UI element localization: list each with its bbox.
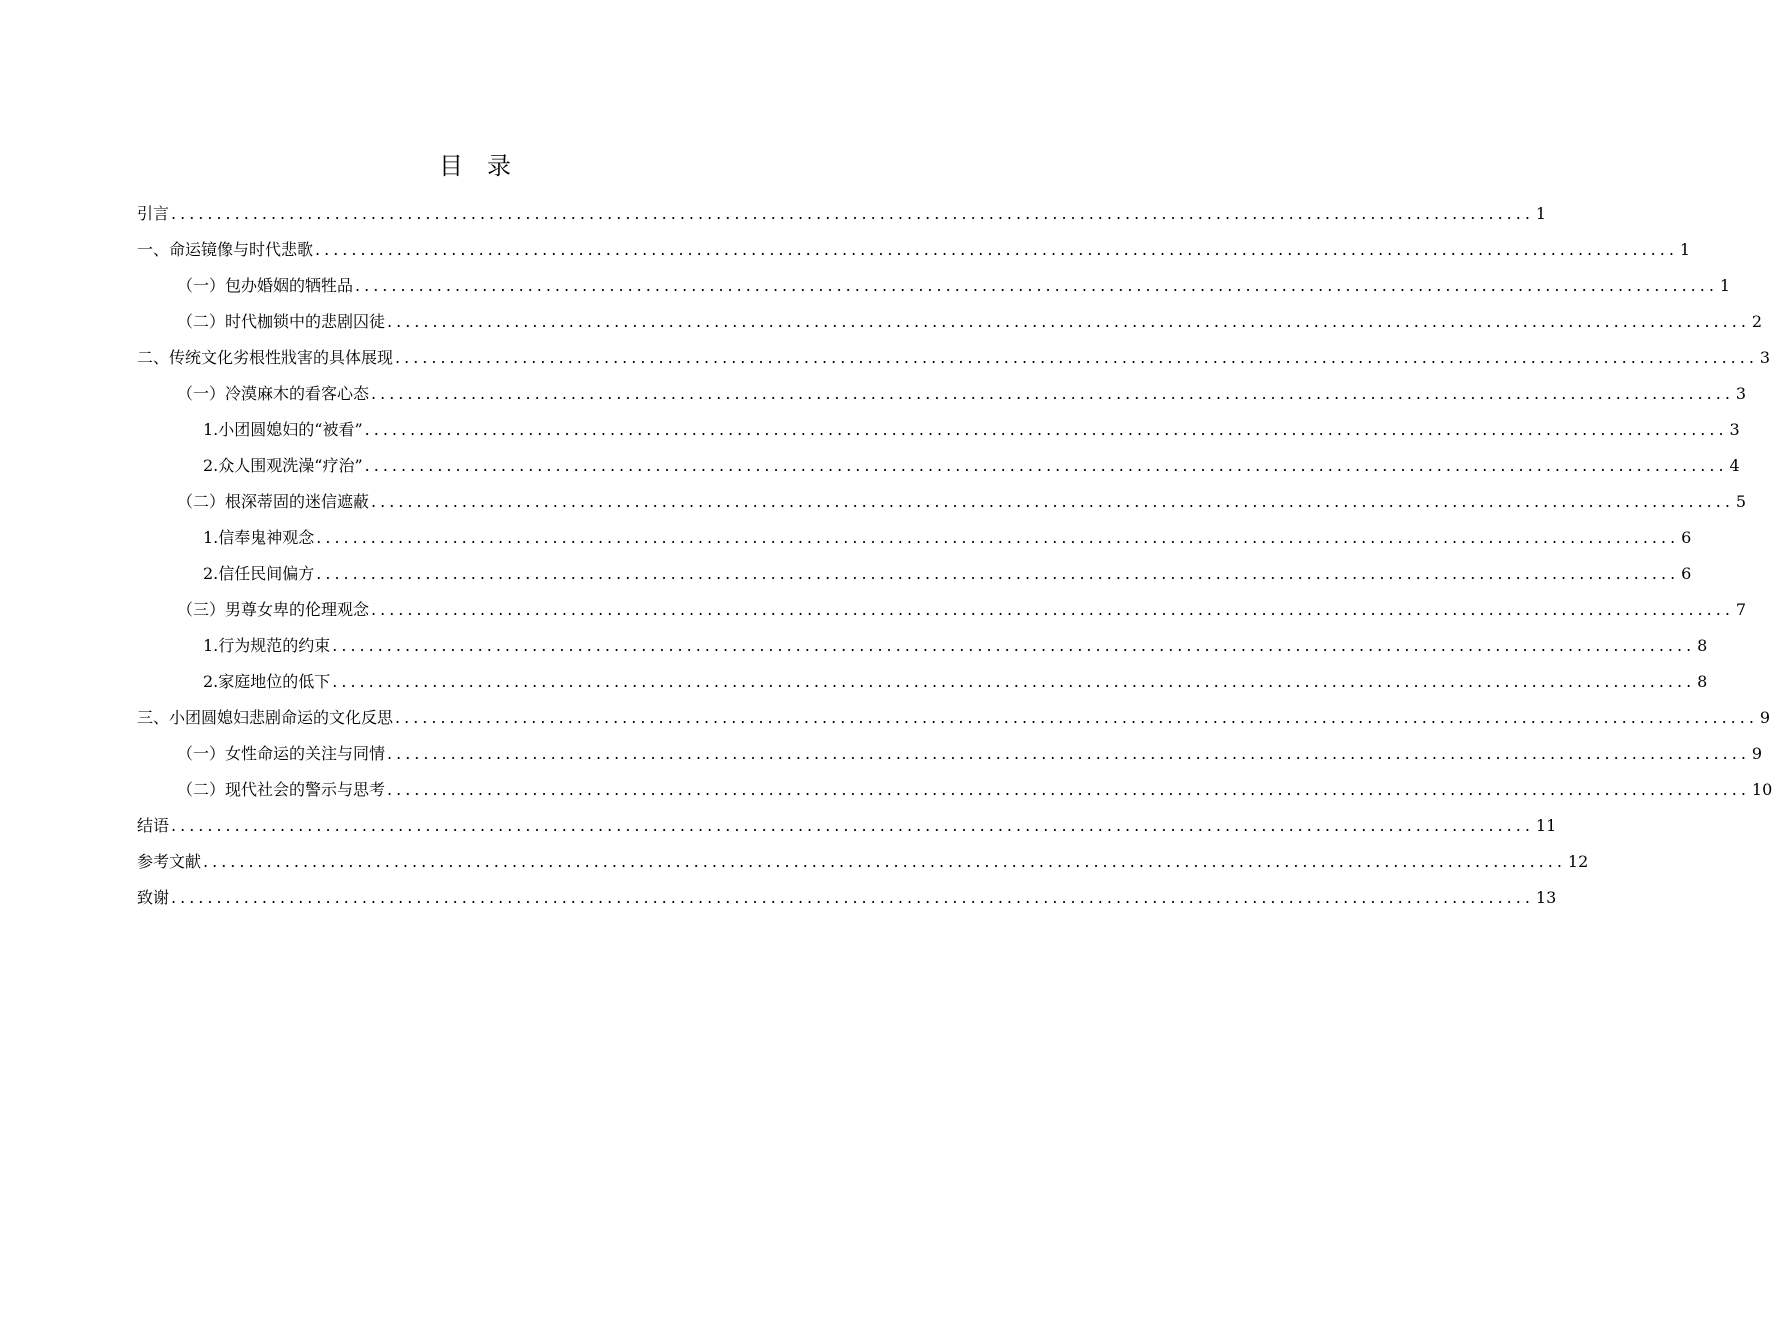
toc-entry-subsection-2-2-1[interactable]: [137, 524, 1692, 560]
toc-page-number: 11: [1535, 816, 1557, 835]
toc-page-number: 5: [1735, 492, 1747, 511]
toc-entry-intro[interactable]: [137, 200, 1547, 236]
toc-entry-references[interactable]: [137, 848, 1589, 884]
toc-page-number: 6: [1681, 564, 1692, 583]
toc-entry-label: 1.信奉鬼神观念: [203, 528, 315, 547]
toc-page-number: 9: [1759, 708, 1771, 727]
toc-entry-subsection-2-3-2[interactable]: [137, 668, 1708, 704]
toc-leader-dots: ......................................................................................................................................................: [316, 564, 1680, 583]
toc-entry-section-2-2[interactable]: [137, 488, 1747, 524]
toc-leader-dots: ......................................................................................................................................................: [171, 888, 1534, 907]
toc-leader-dots: ......................................................................................................................................................: [387, 744, 1750, 763]
toc-entry-label: （一）女性命运的关注与同情: [177, 744, 386, 763]
toc-entry-conclusion[interactable]: [137, 812, 1557, 848]
toc-entry-section-2-3[interactable]: [137, 596, 1747, 632]
toc-page-number: 4: [1729, 456, 1740, 475]
page-title: [0, 146, 950, 181]
toc-entry-label: （二）时代枷锁中的悲剧囚徒: [177, 312, 386, 331]
toc-leader-dots: ......................................................................................................................................................: [371, 600, 1734, 619]
toc-leader-dots: ......................................................................................................................................................: [316, 528, 1680, 547]
toc-entry-label: 结语: [137, 816, 170, 835]
toc-page-number: 3: [1759, 348, 1771, 367]
toc-page-number: 8: [1697, 672, 1708, 691]
toc-page-number: 2: [1751, 312, 1763, 331]
table-of-contents: [137, 200, 1772, 920]
toc-page-number: 10: [1751, 780, 1772, 799]
toc-entry-label: 1.小团圆媳妇的“被看”: [203, 420, 363, 439]
toc-entry-section-2-1[interactable]: [137, 380, 1747, 416]
toc-page-number: 3: [1735, 384, 1747, 403]
toc-entry-section-1-1[interactable]: [137, 272, 1731, 308]
toc-entry-section-3-2[interactable]: [137, 776, 1772, 812]
toc-entry-label: 致谢: [137, 888, 170, 907]
toc-entry-label: 2.家庭地位的低下: [203, 672, 331, 691]
toc-leader-dots: ......................................................................................................................................................: [387, 780, 1750, 799]
toc-leader-dots: ......................................................................................................................................................: [203, 852, 1566, 871]
toc-page-number: 1: [1679, 240, 1691, 259]
toc-entry-chapter-1[interactable]: [137, 236, 1691, 272]
toc-entry-label: （一）冷漠麻木的看客心态: [177, 384, 370, 403]
toc-leader-dots: ......................................................................................................................................................: [332, 672, 1696, 691]
toc-entry-section-3-1[interactable]: [137, 740, 1763, 776]
toc-page-number: 8: [1697, 636, 1708, 655]
toc-leader-dots: ......................................................................................................................................................: [364, 456, 1728, 475]
toc-leader-dots: ......................................................................................................................................................: [171, 204, 1534, 223]
toc-entry-subsection-2-2-2[interactable]: [137, 560, 1692, 596]
toc-entry-acknowledgements[interactable]: [137, 884, 1557, 920]
toc-leader-dots: ......................................................................................................................................................: [371, 492, 1734, 511]
toc-leader-dots: ......................................................................................................................................................: [315, 240, 1678, 259]
title-char-right: 录: [487, 152, 511, 180]
toc-page-number: 7: [1735, 600, 1747, 619]
title-char-left: 目: [439, 152, 463, 180]
toc-page-number: 12: [1567, 852, 1589, 871]
toc-leader-dots: ......................................................................................................................................................: [395, 708, 1758, 727]
toc-leader-dots: ......................................................................................................................................................: [387, 312, 1750, 331]
toc-page-number: 13: [1535, 888, 1557, 907]
toc-leader-dots: ......................................................................................................................................................: [332, 636, 1696, 655]
toc-entry-label: 参考文献: [137, 852, 202, 871]
toc-page-number: 1: [1535, 204, 1547, 223]
toc-page-number: 3: [1729, 420, 1740, 439]
toc-entry-section-1-2[interactable]: [137, 308, 1763, 344]
toc-page-number: 9: [1751, 744, 1763, 763]
toc-entry-label: 1.行为规范的约束: [203, 636, 331, 655]
toc-entry-subsection-2-1-2[interactable]: [137, 452, 1740, 488]
toc-leader-dots: ......................................................................................................................................................: [171, 816, 1534, 835]
toc-entry-label: 三、小团圆媳妇悲剧命运的文化反思: [137, 708, 394, 727]
toc-entry-label: （一）包办婚姻的牺牲品: [177, 276, 354, 295]
toc-entry-label: 引言: [137, 204, 170, 223]
toc-entry-label: （二）现代社会的警示与思考: [177, 780, 386, 799]
toc-entry-subsection-2-3-1[interactable]: [137, 632, 1708, 668]
toc-entry-subsection-2-1-1[interactable]: [137, 416, 1740, 452]
toc-entry-label: 2.信任民间偏方: [203, 564, 315, 583]
toc-leader-dots: ......................................................................................................................................................: [355, 276, 1718, 295]
toc-leader-dots: ......................................................................................................................................................: [395, 348, 1758, 367]
toc-entry-label: 一、命运镜像与时代悲歌: [137, 240, 314, 259]
toc-entry-label: （二）根深蒂固的迷信遮蔽: [177, 492, 370, 511]
toc-entry-chapter-3[interactable]: [137, 704, 1771, 740]
toc-entry-chapter-2[interactable]: [137, 344, 1771, 380]
toc-page-number: 6: [1681, 528, 1692, 547]
toc-leader-dots: ......................................................................................................................................................: [371, 384, 1734, 403]
toc-page-number: 1: [1719, 276, 1731, 295]
toc-leader-dots: ......................................................................................................................................................: [364, 420, 1728, 439]
toc-entry-label: 二、传统文化劣根性戕害的具体展现: [137, 348, 394, 367]
toc-entry-label: 2.众人围观洗澡“疗治”: [203, 456, 363, 475]
toc-entry-label: （三）男尊女卑的伦理观念: [177, 600, 370, 619]
